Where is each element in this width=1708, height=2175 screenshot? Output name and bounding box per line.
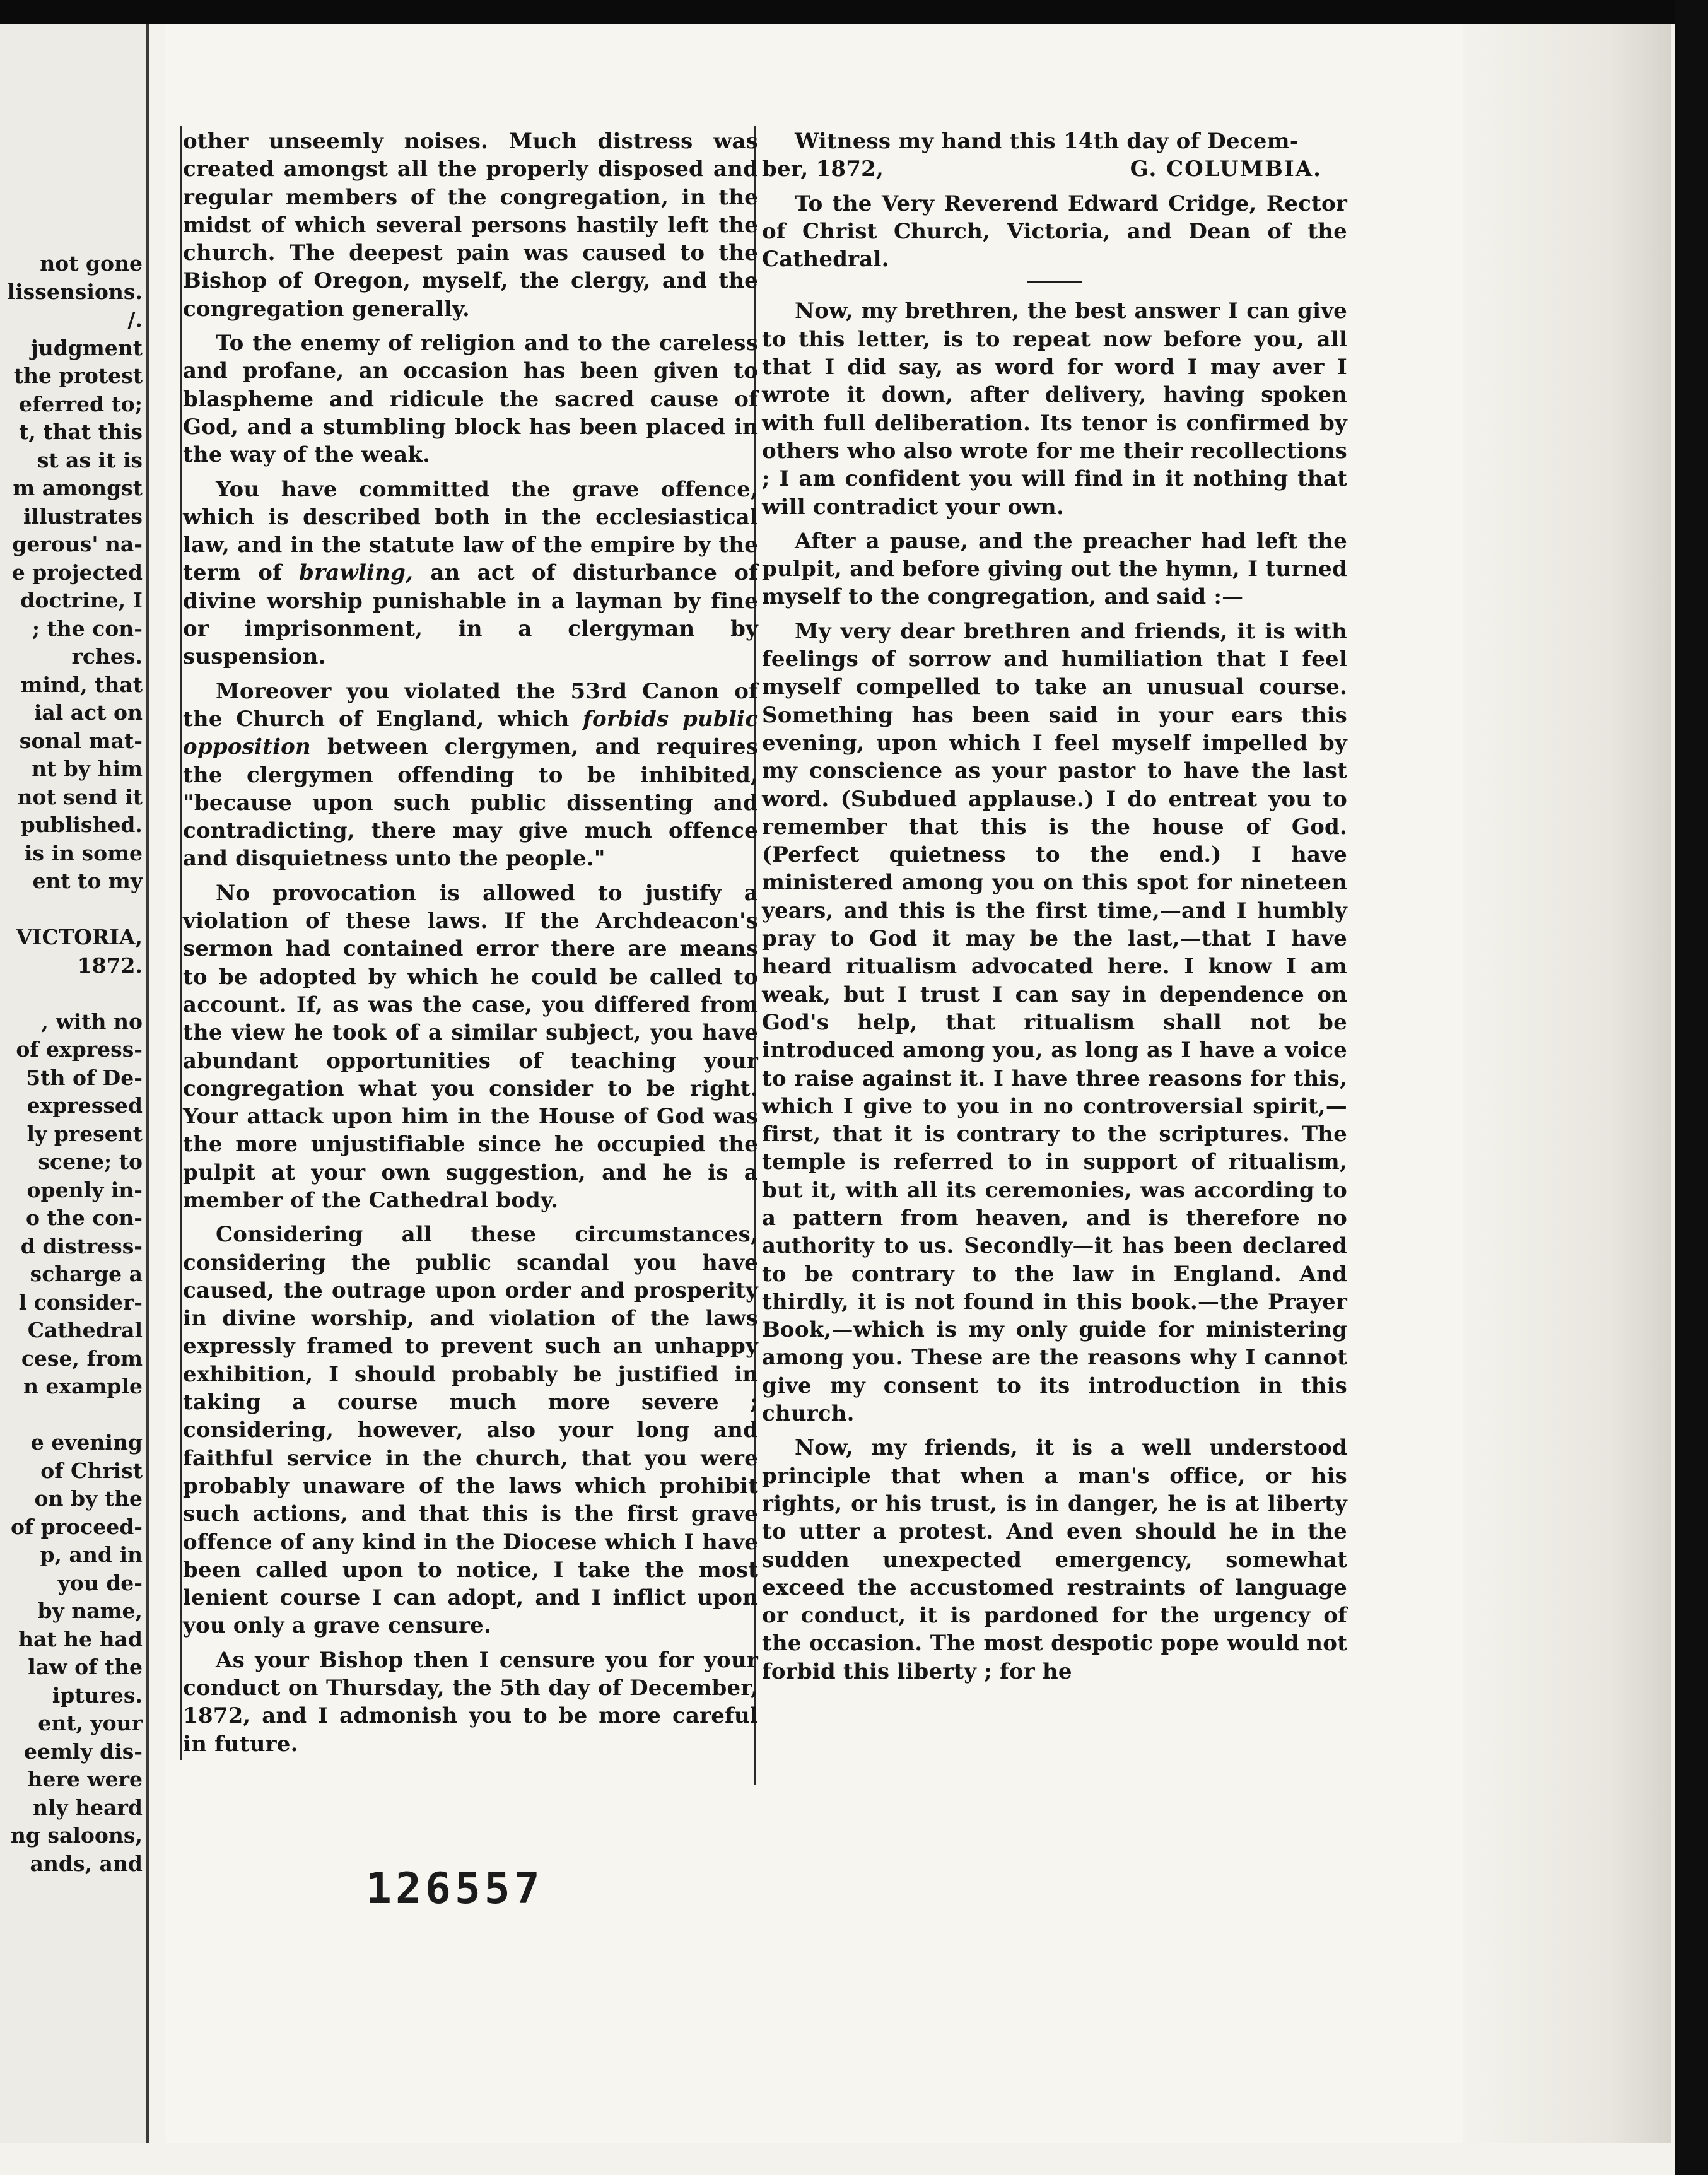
strip-line: eemly dis-: [24, 1738, 143, 1764]
witness-date: ber, 1872,: [762, 156, 884, 182]
strip-line: not gone: [40, 251, 143, 276]
strip-line: mind, that: [20, 672, 143, 697]
strip-line: [0, 896, 143, 924]
strip-line: lissensions.: [7, 279, 143, 304]
italic-term: forbids public opposition: [183, 706, 758, 760]
strip-line: here were: [27, 1767, 143, 1791]
strip-line: is in some: [24, 840, 143, 865]
strip-line: on by the: [34, 1486, 143, 1511]
strip-line: the protest: [13, 363, 143, 388]
paragraph: Now, my friends, it is a well understood principle that when a man's office, or his rights, or his trust, is in danger, he is at liberty to utter a protest. And even should he in the sudden unexpected emergency, somewhat exceed the accustomed restraints of language or conduct, it is pardoned for the urgency of the occasion. The most despotic pope would not forbid this liberty ; for he: [762, 1435, 1347, 1684]
scan-border-right: [1675, 0, 1708, 2175]
strip-line: ent, your: [38, 1711, 143, 1735]
paragraph: [183, 476, 758, 671]
strip-line: gerous' na-: [12, 532, 143, 556]
text-run: Moreover you violated the 53rd Canon of the Church of England, which: [183, 678, 758, 732]
strip-line: ial act on: [33, 700, 143, 725]
strip-line: VICTORIA,: [16, 925, 143, 949]
strip-line: law of the: [28, 1655, 143, 1679]
strip-line: l consider-: [18, 1289, 143, 1315]
strip-line: of Christ: [40, 1458, 143, 1483]
section-separator: [1027, 281, 1082, 283]
signature: G. COLUMBIA.: [1130, 156, 1322, 182]
strip-line: rches.: [71, 644, 143, 669]
strip-line: 5th of De-: [26, 1065, 143, 1090]
strip-line: ; the con-: [32, 616, 143, 641]
catalogue-stamp-number: 126557: [366, 1864, 544, 1914]
strip-line: [0, 980, 143, 1008]
strip-line: eferred to;: [19, 391, 143, 416]
address-block: To the Very Reverend Edward Cridge, Rector of Christ Church, Victoria, and Dean of the Cathedral.: [762, 191, 1347, 273]
text-column-left: [183, 127, 758, 1764]
strip-line: scharge a: [30, 1262, 143, 1286]
strip-line: ent to my: [32, 869, 143, 893]
paragraph: To the enemy of religion and to the careless and profane, an occasion has been given to blaspheme and ridicule the sacred cause of God, and a stumbling block has been placed in the way of the weak.: [183, 331, 758, 468]
paragraph: Considering all these circumstances, considering the public scandal you have caused, the outrage upon order and prosperity in divine worship, and violation of the laws expressly framed to prevent such an unhappy exhibition, I should probably be justified in taking a course much more severe ; considering, however, also your long and faithful service in the church, that you were probably unaware of the laws which prohibit such actions, and that this is the first grave offence of any kind in the Diocese which I have been called upon to notice, I take the most lenient course I can adopt, and I inflict upon you only a grave censure.: [183, 1222, 758, 1639]
strip-line: of express-: [16, 1037, 143, 1062]
strip-line: /.: [127, 307, 143, 332]
strip-line: ng saloons,: [10, 1823, 143, 1848]
strip-line: ands, and: [30, 1851, 143, 1876]
strip-line: e projected: [11, 560, 143, 585]
page-edge-shading: [1463, 24, 1671, 2143]
signature-line: [762, 155, 1347, 183]
strip-line: sonal mat-: [19, 728, 143, 753]
previous-page-text: [0, 250, 143, 1878]
strip-line: m amongst: [13, 476, 143, 500]
strip-line: , with no: [41, 1009, 143, 1034]
strip-line: o the con-: [25, 1205, 143, 1230]
strip-line: judgment: [30, 335, 143, 360]
strip-line: by name,: [37, 1598, 143, 1623]
text-column-right: [762, 127, 1347, 1692]
strip-line: illustrates: [23, 503, 143, 529]
strip-line: doctrine, I: [20, 588, 143, 613]
strip-line: cese, from: [21, 1345, 143, 1371]
text-run: You have committed the grave offence, which is described both in the ecclesiastical law, and in the statute law of the empire by the term of: [183, 476, 758, 586]
strip-line: n example: [23, 1374, 143, 1398]
strip-line: ly present: [26, 1121, 143, 1146]
scan-border-top: [0, 0, 1708, 24]
strip-line: st as it is: [37, 447, 143, 472]
strip-line: openly in-: [26, 1177, 143, 1202]
paragraph: Now, my brethren, the best answer I can give to this letter, is to repeat now before you, all that I did say, as word for word I may aver I wrote it down, after delivery, having spoken with full deliberation. Its tenor is confirmed by others who also wrote for me their recollections ; I am confident you will find in it nothing that will contradict your own.: [762, 298, 1347, 520]
paragraph: My very dear brethren and friends, it is with feelings of sorrow and humiliation that I feel myself compelled to take an unusual course. Something has been said in your ears this evening, upon which I feel myself impelled by my conscience as your pastor to have the last word. (Subdued applause.) I do entreat you to remember that this is the house of God. (Perfect quietness to the end.) I have ministered among you on this spot for nineteen years, and this is the first time,—and I humbly pray to God it may be the last,—that I have heard ritualism advocated here. I know I am weak, but I trust I can say in dependence on God's help, that ritualism shall not be introduced among you, as long as I have a voice to raise against it. I have three reasons for this, which I give to you in no controversial spirit,—first, that it is contrary to the scriptures. The temple is referred to in support of ritualism, but it, with all its ceremonies, was according to a pattern from heaven, and is therefore no authority to us. Secondly—it has been declared to be contrary to the law in England. And thirdly, it is not found in this book.—the Prayer Book,—which is my only guide for ministering among you. These are the reasons why I cannot give my consent to its introduction in this church.: [762, 618, 1347, 1427]
strip-line: hat he had: [18, 1626, 143, 1651]
strip-line: t, that this: [19, 419, 143, 444]
paragraph: No provocation is allowed to justify a violation of these laws. If the Archdeacon's sermon had contained error there are means to be adopted by which he could be called to account. If, as was the case, you differed from the view he took of a similar subject, you have abundant opportunities of teaching your congregation what you consider to be right. Your attack upon him in the House of God was the more unjustifiable since he occupied the pulpit at your own suggestion, and he is a member of the Cathedral body.: [183, 880, 758, 1213]
strip-line: scene; to: [38, 1149, 143, 1174]
strip-line: nly heard: [32, 1795, 143, 1820]
strip-line: you de-: [57, 1570, 143, 1595]
text-run: an act of disturbance of divine worship punishable in a layman by fine or imprisonment, in a clergyman by suspension.: [183, 560, 758, 670]
text-run: between clergymen, and requires the clergymen offending to be inhibited, "because upon such public dissenting and contradicting, there may give much offence and disquietness unto the people.": [183, 734, 758, 872]
column-rule-left: [180, 126, 182, 1760]
strip-line: e evening: [30, 1430, 143, 1455]
strip-line: expressed: [26, 1093, 143, 1118]
strip-line: 1872.: [77, 953, 143, 978]
paragraph: As your Bishop then I censure you for your conduct on Thursday, the 5th day of December, 1872, and I admonish you to be more careful in future.: [183, 1647, 758, 1757]
strip-line: p, and in: [40, 1542, 143, 1567]
strip-line: iptures.: [52, 1682, 143, 1708]
strip-line: not send it: [17, 784, 143, 809]
strip-line: [0, 1401, 143, 1429]
strip-line: of proceed-: [10, 1514, 143, 1539]
strip-line: d distress-: [20, 1233, 143, 1258]
strip-line: published.: [20, 812, 143, 837]
paragraph: After a pause, and the preacher had left the pulpit, and before giving out the hymn, I turned myself to the congregation, and said :—: [762, 528, 1347, 610]
paragraph: other unseemly noises. Much distress was created amongst all the properly disposed and regular members of the congregation, in the midst of which several persons hastily left the church. The deepest pain was caused to the Bishop of Oregon, myself, the clergy, and the congregation generally.: [183, 129, 758, 322]
paragraph: [183, 677, 758, 873]
strip-line: Cathedral: [27, 1318, 143, 1342]
strip-line: nt by him: [32, 756, 143, 781]
italic-term: brawling,: [299, 560, 414, 586]
previous-page-strip: [0, 24, 149, 2143]
witness-line: Witness my hand this 14th day of Decem-: [795, 129, 1299, 154]
